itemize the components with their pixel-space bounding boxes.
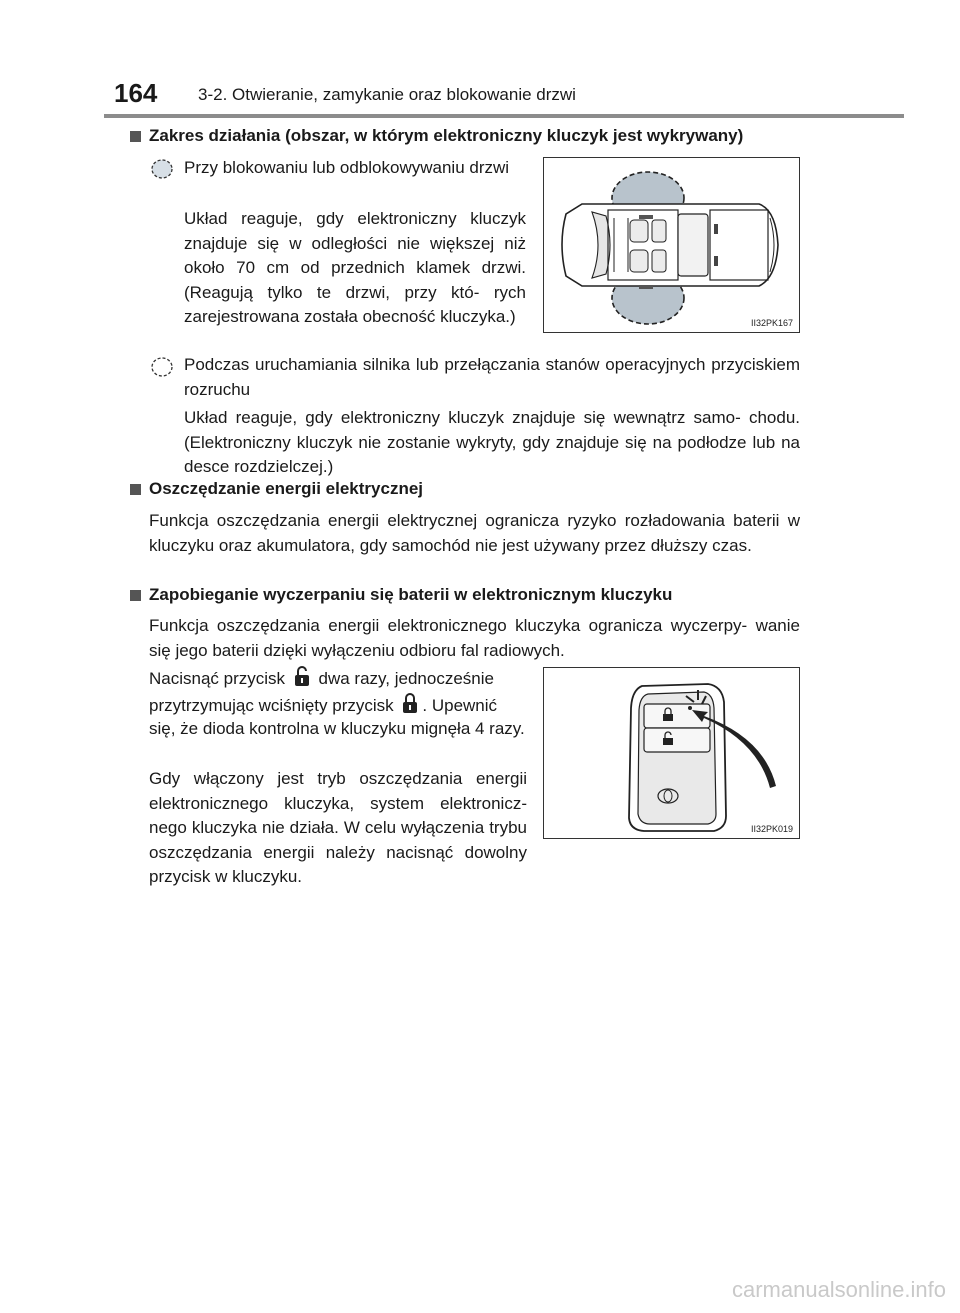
section3-intro: Funkcja oszczędzania energii elektronicznego kluczyka ogranicza wyczerpy- wanie się jego baterii dzięki wyłączeniu odbioru fal radiowych. <box>149 616 800 660</box>
figure2-label: II32PK019 <box>750 824 793 834</box>
item1-title: Przy blokowaniu lub odblokowywaniu drzwi <box>184 158 510 177</box>
figure-car-detection-area <box>543 157 800 333</box>
site-watermark: carmanualsonline.info <box>731 1277 946 1302</box>
item2-title: Podczas uruchamiania silnika lub przełączania stanów operacyjnych przyciskiem rozruchu <box>184 355 800 399</box>
dashed-circle-icon <box>150 157 174 181</box>
section2-body: Funkcja oszczędzania energii elektrycznej ogranicza ryzyko rozładowania baterii w kluczyku oraz akumulatora, gdy samochód nie jest używany przez dłuższy czas. <box>149 511 800 555</box>
heading-bullet-square <box>130 484 141 495</box>
unlock-icon <box>294 665 310 687</box>
section3-step-line1 <box>149 665 527 692</box>
running-head: 3-2. Otwieranie, zamykanie oraz blokowanie drzwi <box>198 85 576 104</box>
section-heading-battery-depletion: Zapobieganie wyczerpaniu się baterii w elektronicznym kluczyku <box>149 585 673 604</box>
item2-body: Układ reaguje, gdy elektroniczny kluczyk znajduje się wewnątrz samo- chodu. (Elektroniczny kluczyk nie zostanie wykryty, gdy znajduje się na podłodze lub na desce rozdzielczej.) <box>184 408 800 476</box>
figure1-label: II32PK167 <box>750 318 793 328</box>
header-rule <box>104 114 904 118</box>
section3-step-line2 <box>149 692 527 719</box>
key-fob-illustration <box>544 668 798 837</box>
car-top-view-illustration <box>544 158 798 331</box>
page-number: 164 <box>114 78 158 108</box>
step-text-twice: dwa razy, jednocześnie <box>318 669 494 688</box>
step-text-hold: przytrzymując wciśnięty przycisk <box>149 696 394 715</box>
heading-bullet-square <box>130 590 141 601</box>
heading-bullet-square <box>130 131 141 142</box>
item1-body: Układ reaguje, gdy elektroniczny kluczyk znajduje się w odległości nie większej niż około 70 cm od przednich klamek drzwi. (Reagują tylko te drzwi, przy któ- rych zarejestrowana została obecność kluczyka.) <box>184 209 526 326</box>
step-text-press: Nacisnąć przycisk <box>149 669 286 688</box>
figure-key-fob <box>543 667 800 839</box>
section-heading-energy-saving: Oszczędzanie energii elektrycznej <box>149 479 424 498</box>
step-text-ensure: . Upewnić <box>422 696 498 715</box>
lock-icon <box>402 692 418 714</box>
section-heading-range: Zakres działania (obszar, w którym elektroniczny kluczyk jest wykrywany) <box>149 126 744 145</box>
section3-step-line3: się, że dioda kontrolna w kluczyku mignęła 4 razy. <box>149 719 525 738</box>
section3-note: Gdy włączony jest tryb oszczędzania energii elektronicznego kluczyka, system elektronicz- nego kluczyka nie działa. W celu wyłączenia trybu oszczędzania energii należy nacisnąć dowolny przycisk w kluczyku. <box>149 769 527 886</box>
dashed-circle-icon <box>150 355 174 379</box>
